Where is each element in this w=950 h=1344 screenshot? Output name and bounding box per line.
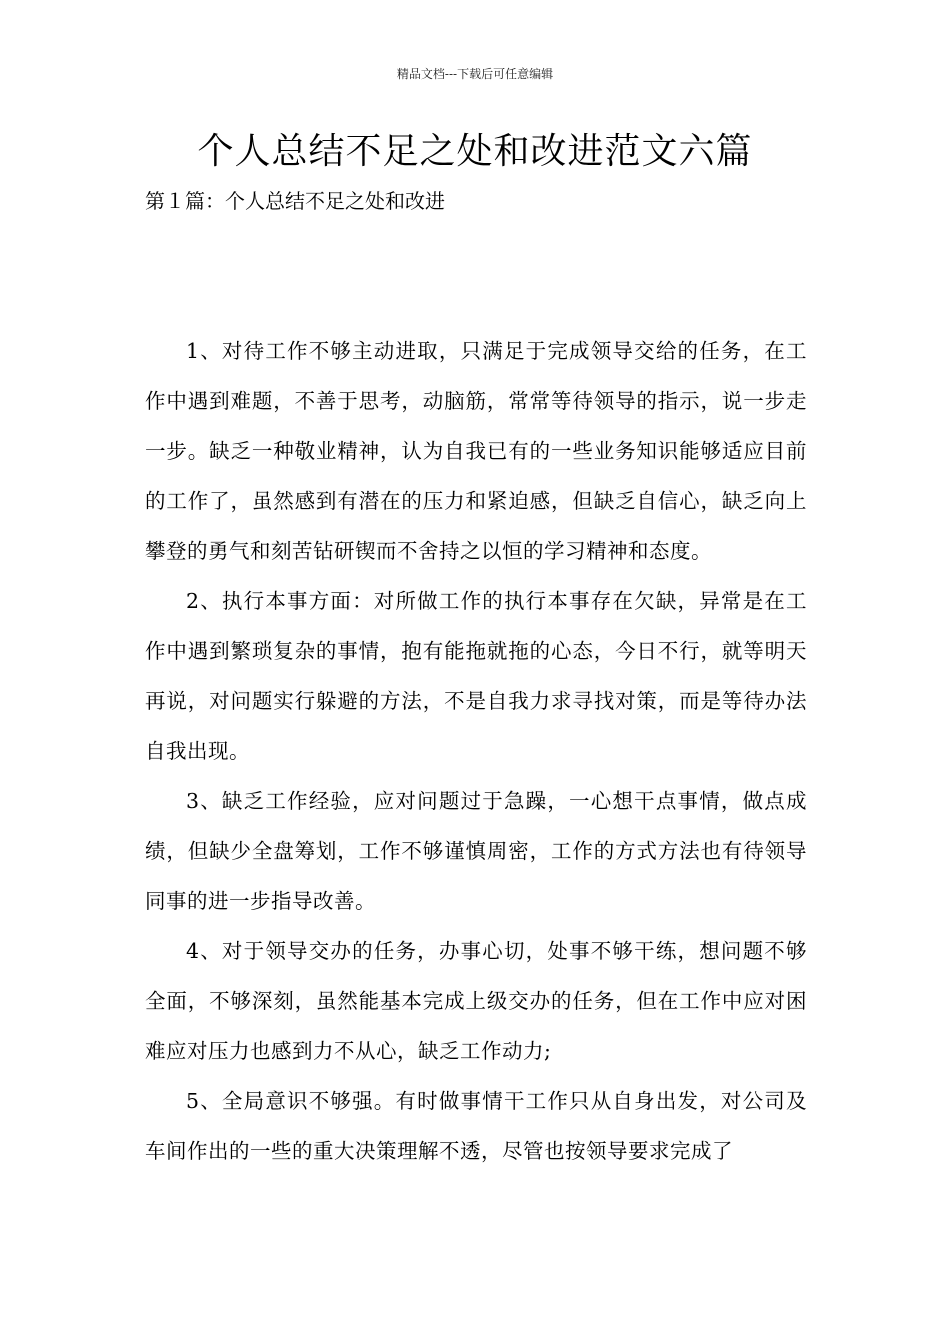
header-note: 精品文档---下载后可任意编辑 — [396, 67, 554, 81]
paragraph-5: 5、全局意识不够强。有时做事情干工作只从自身出发，对公司及车间作出的一些的重大决策理解不透，尽管也按领导要求完成了 — [145, 1089, 807, 1163]
paragraph-4: 4、对于领导交办的任务，办事心切，处事不够干练，想问题不够全面，不够深刻，虽然能基本完成上级交办的任务，但在工作中应对困难应对压力也感到力不从心，缺乏工作动力; — [145, 939, 807, 1063]
document-body — [145, 326, 807, 1176]
paragraph-3: 3、缺乏工作经验，应对问题过于急躁，一心想干点事情，做点成绩，但缺少全盘筹划，工作不够谨慎周密，工作的方式方法也有待领导同事的进一步指导改善。 — [145, 789, 807, 913]
paragraph-2: 2、执行本事方面：对所做工作的执行本事存在欠缺，异常是在工作中遇到繁琐复杂的事情，抱有能拖就拖的心态，今日不行，就等明天再说，对问题实行躲避的方法，不是自我力求寻找对策，而是等待办法自我出现。 — [145, 589, 807, 763]
paragraph-1: 1、对待工作不够主动进取，只满足于完成领导交给的任务，在工作中遇到难题，不善于思考，动脑筋，常常等待领导的指示，说一步走一步。缺乏一种敬业精神，认为自我已有的一些业务知识能够适应目前的工作了，虽然感到有潜在的压力和紧迫感，但缺乏自信心，缺乏向上攀登的勇气和刻苦钻研锲而不舍持之以恒的学习精神和态度。 — [145, 339, 807, 563]
document-title: 个人总结不足之处和改进范文六篇 — [197, 131, 753, 172]
section-heading: 第１篇：个人总结不足之处和改进 — [145, 189, 445, 213]
